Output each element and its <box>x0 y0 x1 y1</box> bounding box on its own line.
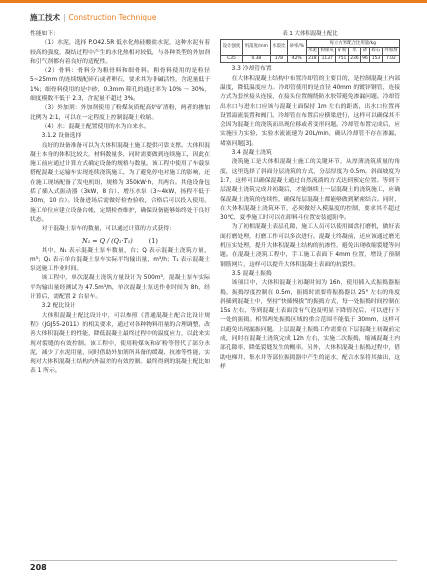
body-paragraph: （2）骨料：骨料分为粗骨料和细骨料。粗骨料使用的是粒径 5~25mm 的连续级配碎石或者卵石，要求其为非碱活性，含泥量低于 1%；细骨料使用的是中砂，0.3mm 筛孔的通过率为 10% ～ 30%，细度模数不低于 2.3，含泥量不超过 3%。 <box>30 68 210 103</box>
table-header-cell: 设计强度 <box>221 40 243 56</box>
section-heading: 3.2 配比设计 <box>41 303 76 310</box>
right-column <box>220 30 400 372</box>
table-subheader-cell: 外加剂 <box>382 47 399 55</box>
page-header <box>30 10 156 24</box>
table-cell: 96 <box>362 56 368 62</box>
table-cell: 218 <box>306 55 319 63</box>
section-heading: 3.3 冷却管布置 <box>231 66 272 73</box>
mix-ratio-table-block <box>220 30 400 63</box>
table-cell: 153 <box>370 55 383 63</box>
left-column <box>30 30 210 377</box>
table-cell: 1137 <box>319 55 336 63</box>
table-cell: C35 <box>221 55 243 63</box>
section-title-cn: 施工技术 <box>30 12 60 22</box>
body-paragraph: （4）水：混凝土配置使用的水为自来水。 <box>41 123 150 130</box>
body-paragraph: 性能如下： <box>30 31 59 37</box>
equation <box>30 236 210 246</box>
table-cell: 7.02 <box>382 55 399 63</box>
table-subheader-cell: 水 <box>348 47 360 55</box>
body-paragraph: 在大体积混凝土结构中布置冷却管的主要目的，是控制混凝土内部温度，降低温度应力。冷却管使用的是直径 40mm 的镀锌钢管，连接方式为套丝接头连接，在接头位置缠绕防水胶带避免渗漏问题。冷却管出水口与进水口应该与混凝土面保持 1m 左右的距离，出水口位置再设置溢流装置和阀门。冷却管在布置后应横梁进行，这样可以确保其不会因为混凝土的浇筑而出现位移或者变形问题。冷却管布置完成后，应实施压力实验，实验水流流速为 20L/min，确认冷却管不存在渗漏、堵塞问题[3]。 <box>220 75 400 147</box>
mix-ratio-table <box>220 39 400 63</box>
table-cell: 751 <box>336 55 349 63</box>
table-cell: 0.38 <box>242 55 270 63</box>
footer-divider <box>30 560 397 561</box>
table-header-cell: 每立方米配合比用量/kg <box>306 40 399 48</box>
table-cell: 236 <box>350 56 359 62</box>
body-paragraph: （1）水泥，选择 P.O42.5R 低水化热硅酸盐水泥，这种水泥有着较高的强度，凝结过程中产生的水化热相对较低，与各种类型的外加剂和引气剂都有着良好的适配性。 <box>30 40 210 65</box>
equation-number: (1) <box>148 236 158 245</box>
table-subheader-cell: 粉煤灰 <box>319 47 336 55</box>
header-separator: | <box>63 12 66 22</box>
body-paragraph: 该项目中，大体积混凝土初凝时间为 16h，使用插入式振捣器振捣，振捣厚度控制在 0.5m，振捣时需要将振捣器以 25° 左右的角度斜插到混凝土中，坚持“快插慢拔”的振捣方式，每一处振捣时间控制在 15s 左右，等到混凝土表面没有气泡及明显下降情况后，可以进行下一处的振捣。相邻两处振捣区域的重合范围不能低于 30mm，这样可以避免出现漏振问题。上层混凝土振捣工作需要在下层混凝土初凝前完成，同时在混凝土浇筑完成 12h 左右，实施二次振捣，缩减混凝土内部孔隙率，降低裂缝发生的概率。另外，大体积混凝土振捣过程中，借助电梯井、集水井等部位振捣器中产生的泌水，配合水泵将其抽出，这样 <box>220 280 400 370</box>
table-header-cell: 坍落度/mm <box>242 40 270 56</box>
page-number: 208 <box>30 563 47 572</box>
body-paragraph: 该工程中，单次混凝土浇筑方量设计为 500m³，混凝土泵车实际平均输出量经测试为 47.5m³/h，单次混凝土泵送作业时间为 8h，经计算后，需配置 2 台泵车。 <box>30 275 210 301</box>
section-heading: 3.5 混凝土振捣 <box>231 270 272 277</box>
body-paragraph: 大体积混凝土配比设计中，可以参照《普通混凝土配合比设计规程》（JGJ55-2011）的相关要求，通过对各种物料用量的合理调整，改善大体积混凝土的性能，降低混凝土最终过程中的温度应力，以此来实现对裂缝的有效控制。该工程中，使用粉煤灰和矿粉等替代了部分水泥，减少了水泥用量，同时借助外加剂所具备的缓凝、抗渗等性能，实现对大体积混凝土结构内外温差的有效控制。最终得到的混凝土配比如表 1 所示。 <box>30 312 210 375</box>
table-subheader-cell: 矿粉 <box>337 48 347 54</box>
section-title-en: Construction Technique <box>68 12 157 22</box>
table-cell: 178 <box>270 55 287 63</box>
table-cell: 42% <box>288 55 307 63</box>
table-subheader-cell: 碎石 <box>371 48 381 54</box>
header-accent-bar <box>0 0 427 3</box>
table-subheader-cell: 砂 <box>360 47 369 55</box>
section-heading: 3.1.2 设备选择 <box>41 133 82 140</box>
body-paragraph: （3）外加剂：外加剂使用了粉煤灰质配高炉矿渣粉，两者的掺加比例为 2:1，可以在一定程度上控制混凝土收缩。 <box>30 105 210 121</box>
body-paragraph: 其中，N₁ 表示混凝土泵车数量，台；Q 表示混凝土浇筑方量，m³；Q₁ 表示单台混凝土泵车实际平均输出量，m³/h；T₁ 表示混凝土泵送施工作业时间。 <box>30 247 210 273</box>
section-heading: 3.4 混凝土浇筑 <box>231 150 272 157</box>
equation-expression: N₁ = Q / (Q₁·T₁) <box>82 236 133 245</box>
body-paragraph: 浇筑施工是大体积混凝土施工的关键环节，从厚薄浇筑质量的角度，这里选择了斜面分层浇筑的方式，分层厚度为 0.5m，斜面坡度为 1:7，这样可以确保混凝土通过自然流淌的方式达到预定位置。等到下层混凝土浇筑完成并初凝后，才能继续上一层混凝土的浇筑施工，应确保混凝土浇筑的连续性，确保每层混凝土都能够做到紧密结合。同时，在大体积混凝土浇筑环节，必须做好入模温度的控制，要求其不超过 30℃，夏季施工时可以在卸料斗位置安装遮阳伞。 <box>220 159 400 222</box>
table-row <box>221 55 400 63</box>
body-paragraph: 对于混凝土泵车的数量，可以通过计算的方式获得： <box>41 226 175 233</box>
table-header-cell: 水胶比 <box>270 40 287 56</box>
table-header-cell: 砂率/% <box>288 40 307 56</box>
body-paragraph: 为了初相混凝土表层孔隙，施工人员可以使用圆盘打磨机，做好表面打磨处理，打磨工作可以多次进行。混凝土终凝前，还应该通过磨光机压实处理，提升大体积混凝土结构的抗渗性，避免出现收缩裂缝等问题。在混凝土浇筑工程中，手工施工表面下 4mm 位置，增设了预制钢筋网片，这样可以提升大体积混凝土表面的抗裂性。 <box>220 224 400 268</box>
table-subheader-cell: 水泥 <box>307 48 317 54</box>
body-paragraph: 良好的设备准备可以为大体积混凝土施工提供可靠支撑。大体积混凝土本身的体积比较大，材料数量多，同时需要做到连续施工，因此在施工前应通过计算方式确定设备的规格与数量。该工程中使用了车载泵搭配混凝土运输车实现连续浇筑施工，为了避免停电对施工的影响，还在施工现场配备了发电机组，规格为 350kW·h，共两台。其他设备包括了插入式振动器（3kW，8 台）、增压水泵（3~4kW，扬程不低于 30m，10 台）。设备进场后需做好检查验收，合格后可以投入使用。施工单位应建立设备台帐，定期检查维护，确保设备能够始终处于良好状态。 <box>30 142 210 223</box>
table-title: 表 1 大体积混凝土配比 <box>282 31 338 37</box>
